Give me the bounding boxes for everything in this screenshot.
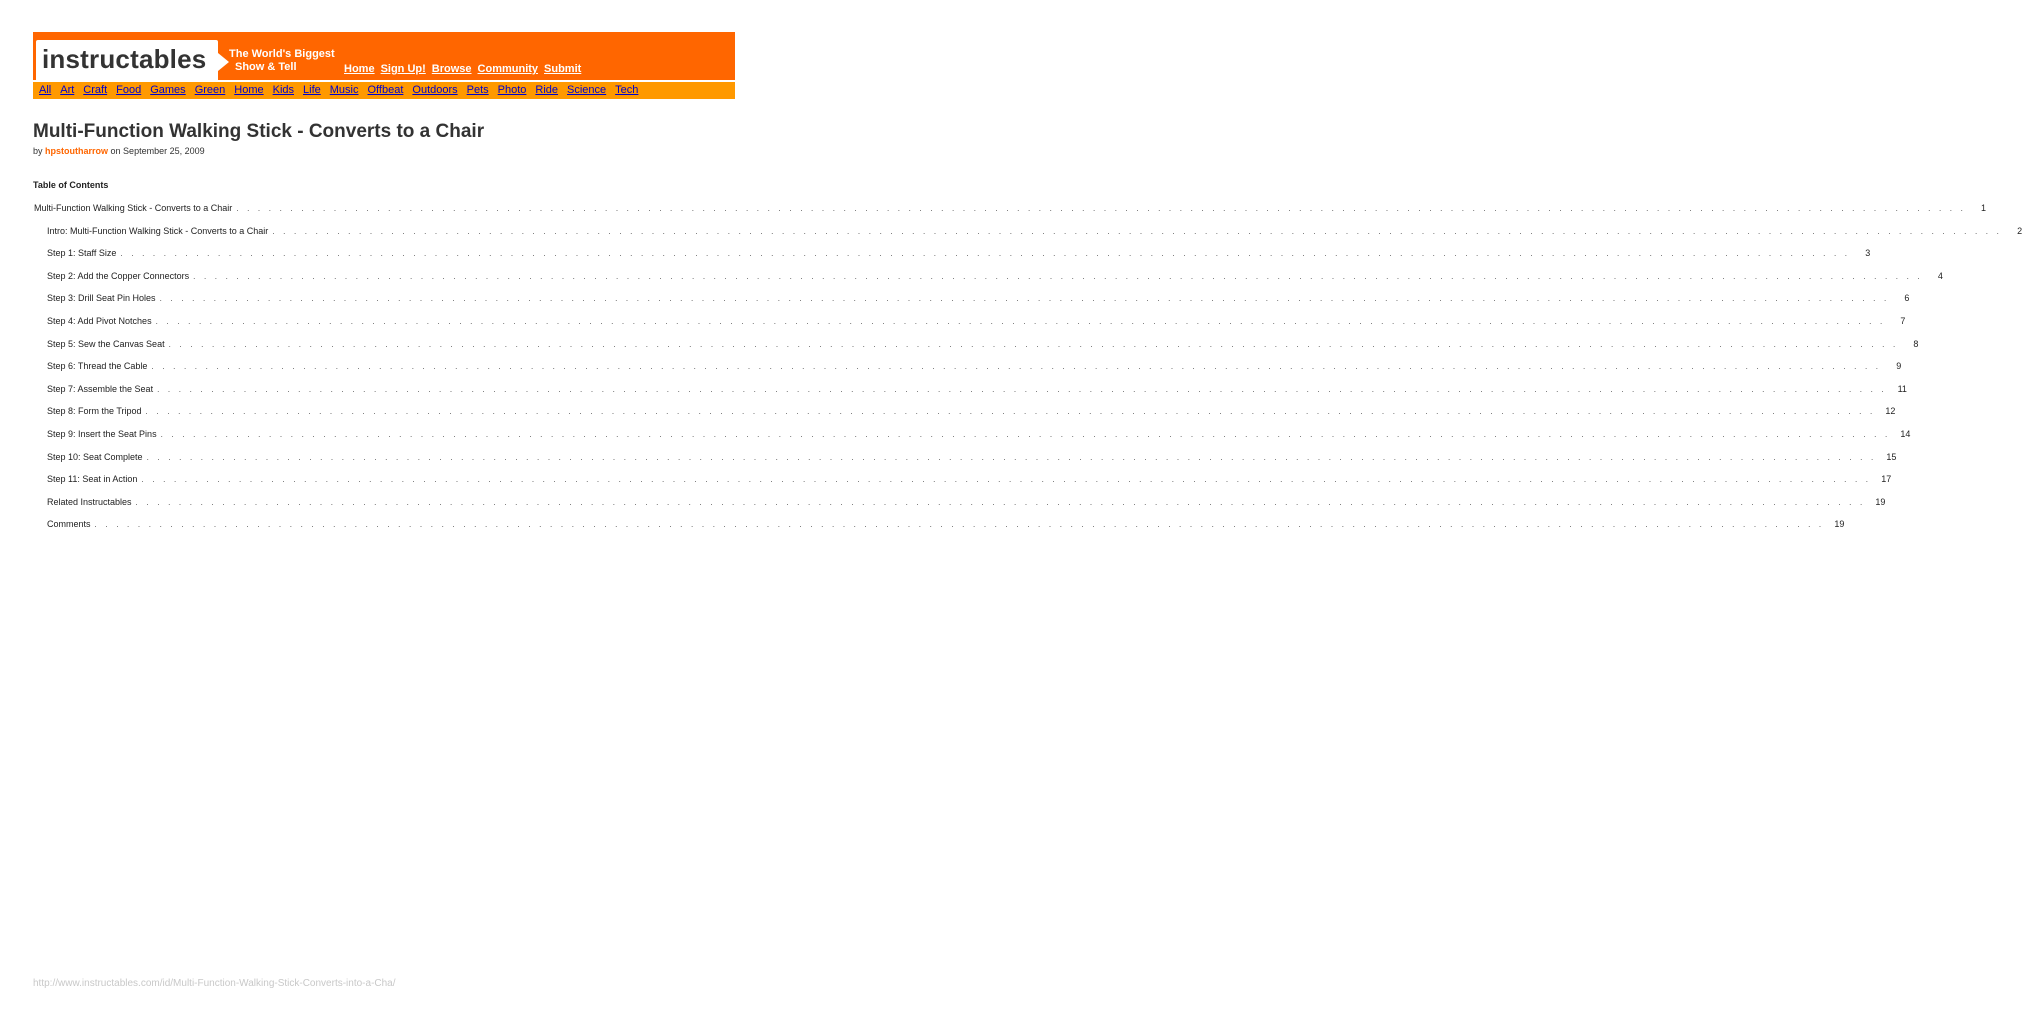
category-link-green[interactable]: Green bbox=[194, 84, 226, 96]
category-link-pets[interactable]: Pets bbox=[466, 84, 489, 96]
author-link[interactable]: hpstoutharrow bbox=[45, 146, 109, 156]
toc-entry-label: Multi-Function Walking Stick - Converts to a Chair bbox=[34, 203, 233, 213]
toc-entry[interactable] bbox=[34, 248, 1871, 271]
publish-date: on September 25, 2009 bbox=[110, 146, 205, 156]
nav-community-link[interactable]: Community bbox=[477, 63, 539, 75]
toc-entry-label: Step 5: Sew the Canvas Seat bbox=[47, 338, 165, 349]
nav-home-link[interactable]: Home bbox=[344, 63, 375, 75]
category-link-art[interactable]: Art bbox=[60, 84, 75, 96]
category-link-outdoors[interactable]: Outdoors bbox=[412, 84, 458, 96]
toc-entry-label: Step 9: Insert the Seat Pins bbox=[47, 428, 157, 439]
site-logo[interactable] bbox=[36, 40, 218, 82]
logo-text: instructables bbox=[42, 44, 207, 74]
toc-entry[interactable] bbox=[34, 519, 1845, 542]
toc-entry-label: Intro: Multi-Function Walking Stick - Converts to a Chair bbox=[47, 225, 269, 236]
category-link-life[interactable]: Life bbox=[303, 84, 321, 96]
toc-heading: Table of Contents bbox=[33, 180, 109, 190]
toc-entry[interactable] bbox=[34, 315, 1906, 339]
toc-entry[interactable] bbox=[34, 225, 2022, 249]
toc-entry-page: 15 bbox=[1886, 451, 1897, 462]
site-header bbox=[33, 32, 735, 100]
toc-entry[interactable] bbox=[34, 293, 1910, 316]
logo-speech-notch bbox=[218, 53, 229, 71]
toc-entry-page: 4 bbox=[1937, 270, 1943, 281]
toc-entry-label: Step 4: Add Pivot Notches bbox=[47, 315, 152, 326]
toc-entry[interactable] bbox=[34, 451, 1897, 475]
nav-submit-link[interactable]: Submit bbox=[544, 63, 582, 75]
category-link-all[interactable]: All bbox=[39, 84, 52, 96]
toc-entry-label: Step 3: Drill Seat Pin Holes bbox=[47, 293, 156, 304]
toc-entry-page: 9 bbox=[1896, 361, 1902, 372]
toc-leader-dots: . . . . . . . . . . . . . . . . . . . . . . . . . . . . . . . . . . . . . . . . . . . . . . . . . . . . . . . . . . . . . . . . . . . . . . . . . . . . . . . . . . . . . . . . . . . . . . . . . . . . . . . . . . . . . . . . . . . . . . . . . . . . . . . . . . . . . . . . . . . . . . . . . . . . . . . . . . . . . . . . bbox=[146, 452, 1877, 462]
toc-leader-dots: . . . . . . . . . . . . . . . . . . . . . . . . . . . . . . . . . . . . . . . . . . . . . . . . . . . . . . . . . . . . . . . . . . . . . . . . . . . . . . . . . . . . . . . . . . . . . . . . . . . . . . . . . . . . . . . . . . . . . . . . . . . . . . . . . . . . . . . . . . . . . . . . . . . . . . . . . . . . . . . . bbox=[120, 249, 1851, 259]
category-bar bbox=[33, 82, 735, 99]
toc-entry-label: Comments bbox=[47, 519, 91, 530]
toc-entry[interactable] bbox=[34, 203, 1987, 226]
toc-leader-dots: . . . . . . . . . . . . . . . . . . . . . . . . . . . . . . . . . . . . . . . . . . . . . . . . . . . . . . . . . . . . . . . . . . . . . . . . . . . . . . . . . . . . . . . . . . . . . . . . . . . . . . . . . . . . . . . . . . . . . . . . . . . . . . . . . . . . . . . . . . . . . . . . . . . . . . . . . . . . . . . . bbox=[155, 316, 1886, 326]
toc-entry-label: Step 10: Seat Complete bbox=[47, 451, 143, 462]
category-link-science[interactable]: Science bbox=[567, 84, 607, 96]
toc-entry-label: Step 6: Thread the Cable bbox=[47, 361, 148, 372]
nav-browse-link[interactable]: Browse bbox=[431, 63, 472, 75]
toc-entry[interactable] bbox=[34, 361, 1902, 384]
byline bbox=[33, 146, 205, 156]
toc-entry-page: 14 bbox=[1900, 428, 1911, 439]
toc-entry[interactable] bbox=[34, 270, 1943, 294]
toc-entry-page: 11 bbox=[1897, 383, 1907, 394]
toc-entry-label: Related Instructables bbox=[47, 496, 132, 507]
toc-leader-dots: . . . . . . . . . . . . . . . . . . . . . . . . . . . . . . . . . . . . . . . . . . . . . . . . . . . . . . . . . . . . . . . . . . . . . . . . . . . . . . . . . . . . . . . . . . . . . . . . . . . . . . . . . . . . . . . . . . . . . . . . . . . . . . . . . . . . . . . . . . . . . . . . . . . . . . . . . . . . . . . . bbox=[160, 429, 1891, 439]
category-nav bbox=[33, 80, 735, 100]
footer-url[interactable]: http://www.instructables.com/id/Multi-Function-Walking-Stick-Converts-into-a-Cha/ bbox=[33, 978, 396, 989]
toc-entry-page: 19 bbox=[1875, 496, 1886, 507]
toc-leader-dots: . . . . . . . . . . . . . . . . . . . . . . . . . . . . . . . . . . . . . . . . . . . . . . . . . . . . . . . . . . . . . . . . . . . . . . . . . . . . . . . . . . . . . . . . . . . . . . . . . . . . . . . . . . . . . . . . . . . . . . . . . . . . . . . . . . . . . . . . . . . . . . . . . . . . . . . . . . . . . . . . bbox=[141, 475, 1872, 485]
toc-entry-page: 19 bbox=[1834, 519, 1845, 530]
table-of-contents bbox=[34, 203, 2022, 542]
toc-entry[interactable] bbox=[34, 406, 1896, 429]
toc-leader-dots: . . . . . . . . . . . . . . . . . . . . . . . . . . . . . . . . . . . . . . . . . . . . . . . . . . . . . . . . . . . . . . . . . . . . . . . . . . . . . . . . . . . . . . . . . . . . . . . . . . . . . . . . . . . . . . . . . . . . . . . . . . . . . . . . . . . . . . . . . . . . . . . . . . . . . . . . . . . . . . . . bbox=[151, 362, 1882, 372]
toc-leader-dots: . . . . . . . . . . . . . . . . . . . . . . . . . . . . . . . . . . . . . . . . . . . . . . . . . . . . . . . . . . . . . . . . . . . . . . . . . . . . . . . . . . . . . . . . . . . . . . . . . . . . . . . . . . . . . . . . . . . . . . . . . . . . . . . . . . . . . . . . . . . . . . . . . . . . . . . . . . . . . . . . bbox=[236, 204, 1967, 213]
toc-entry-label: Step 7: Assemble the Seat bbox=[47, 383, 154, 394]
main-nav bbox=[344, 63, 587, 75]
toc-entry-page: 8 bbox=[1913, 338, 1919, 349]
category-link-tech[interactable]: Tech bbox=[615, 84, 639, 96]
tagline-line-1: The World's Biggest bbox=[229, 48, 335, 60]
toc-leader-dots: . . . . . . . . . . . . . . . . . . . . . . . . . . . . . . . . . . . . . . . . . . . . . . . . . . . . . . . . . . . . . . . . . . . . . . . . . . . . . . . . . . . . . . . . . . . . . . . . . . . . . . . . . . . . . . . . . . . . . . . . . . . . . . . . . . . . . . . . . . . . . . . . . . . . . . . . . . . . . . . . bbox=[145, 407, 1876, 417]
toc-entry-label: Step 2: Add the Copper Connectors bbox=[47, 270, 190, 281]
toc-leader-dots: . . . . . . . . . . . . . . . . . . . . . . . . . . . . . . . . . . . . . . . . . . . . . . . . . . . . . . . . . . . . . . . . . . . . . . . . . . . . . . . . . . . . . . . . . . . . . . . . . . . . . . . . . . . . . . . . . . . . . . . . . . . . . . . . . . . . . . . . . . . . . . . . . . . . . . . . . . . . . . . . bbox=[193, 271, 1923, 281]
toc-entry-page: 12 bbox=[1885, 406, 1896, 417]
nav-signup-link[interactable]: Sign Up! bbox=[380, 63, 426, 75]
toc-entry-label: Step 1: Staff Size bbox=[47, 248, 117, 259]
category-link-home[interactable]: Home bbox=[234, 84, 264, 96]
toc-entry[interactable] bbox=[34, 383, 1907, 407]
page-title: Multi-Function Walking Stick - Converts to a Chair bbox=[33, 121, 485, 142]
category-link-games[interactable]: Games bbox=[150, 84, 186, 96]
category-link-photo[interactable]: Photo bbox=[497, 84, 527, 96]
toc-entry-page: 3 bbox=[1865, 248, 1871, 259]
category-link-offbeat[interactable]: Offbeat bbox=[367, 84, 404, 96]
category-link-craft[interactable]: Craft bbox=[83, 84, 108, 96]
byline-prefix: by bbox=[33, 146, 43, 156]
toc-leader-dots: . . . . . . . . . . . . . . . . . . . . . . . . . . . . . . . . . . . . . . . . . . . . . . . . . . . . . . . . . . . . . . . . . . . . . . . . . . . . . . . . . . . . . . . . . . . . . . . . . . . . . . . . . . . . . . . . . . . . . . . . . . . . . . . . . . . . . . . . . . . . . . . . . . . . . . . . . . . . . . . . bbox=[159, 294, 1890, 304]
toc-entry-page: 1 bbox=[1981, 203, 1987, 213]
toc-leader-dots: . . . . . . . . . . . . . . . . . . . . . . . . . . . . . . . . . . . . . . . . . . . . . . . . . . . . . . . . . . . . . . . . . . . . . . . . . . . . . . . . . . . . . . . . . . . . . . . . . . . . . . . . . . . . . . . . . . . . . . . . . . . . . . . . . . . . . . . . . . . . . . . . . . . . . . . . . . . . . . . . bbox=[272, 226, 2003, 236]
toc-entry-label: Step 8: Form the Tripod bbox=[47, 406, 142, 417]
toc-entry-page: 6 bbox=[1904, 293, 1910, 304]
category-link-kids[interactable]: Kids bbox=[272, 84, 295, 96]
category-link-ride[interactable]: Ride bbox=[535, 84, 559, 96]
toc-entry[interactable] bbox=[34, 428, 1911, 452]
category-link-music[interactable]: Music bbox=[329, 84, 359, 96]
toc-leader-dots: . . . . . . . . . . . . . . . . . . . . . . . . . . . . . . . . . . . . . . . . . . . . . . . . . . . . . . . . . . . . . . . . . . . . . . . . . . . . . . . . . . . . . . . . . . . . . . . . . . . . . . . . . . . . . . . . . . . . . . . . . . . . . . . . . . . . . . . . . . . . . . . . . . . . . . . . . . . . . . . . bbox=[157, 384, 1887, 394]
toc-entry[interactable] bbox=[34, 496, 1886, 520]
category-link-food[interactable]: Food bbox=[116, 84, 142, 96]
toc-entry-label: Step 11: Seat in Action bbox=[47, 474, 138, 485]
site-tagline bbox=[229, 48, 335, 74]
toc-entry[interactable] bbox=[34, 474, 1892, 497]
toc-leader-dots: . . . . . . . . . . . . . . . . . . . . . . . . . . . . . . . . . . . . . . . . . . . . . . . . . . . . . . . . . . . . . . . . . . . . . . . . . . . . . . . . . . . . . . . . . . . . . . . . . . . . . . . . . . . . . . . . . . . . . . . . . . . . . . . . . . . . . . . . . . . . . . . . . . . . . . . . . . . . . . . . bbox=[94, 520, 1825, 530]
toc-leader-dots: . . . . . . . . . . . . . . . . . . . . . . . . . . . . . . . . . . . . . . . . . . . . . . . . . . . . . . . . . . . . . . . . . . . . . . . . . . . . . . . . . . . . . . . . . . . . . . . . . . . . . . . . . . . . . . . . . . . . . . . . . . . . . . . . . . . . . . . . . . . . . . . . . . . . . . . . . . . . . . . . bbox=[168, 339, 1899, 349]
toc-entry-page: 7 bbox=[1900, 315, 1906, 326]
toc-entry[interactable] bbox=[34, 338, 1919, 362]
toc-entry-page: 17 bbox=[1881, 474, 1892, 485]
tagline-line-2: Show & Tell bbox=[235, 61, 297, 73]
toc-entry-page: 2 bbox=[2017, 225, 2022, 236]
toc-leader-dots: . . . . . . . . . . . . . . . . . . . . . . . . . . . . . . . . . . . . . . . . . . . . . . . . . . . . . . . . . . . . . . . . . . . . . . . . . . . . . . . . . . . . . . . . . . . . . . . . . . . . . . . . . . . . . . . . . . . . . . . . . . . . . . . . . . . . . . . . . . . . . . . . . . . . . . . . . . . . . . . . bbox=[135, 497, 1866, 507]
